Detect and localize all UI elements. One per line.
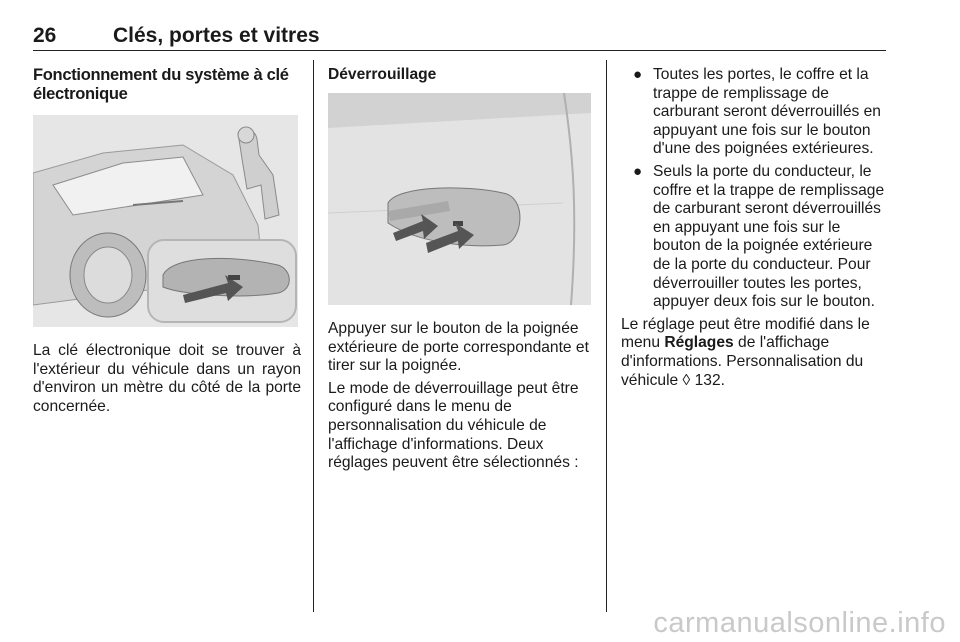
- unlocking-subtitle: Déverrouillage: [328, 66, 437, 83]
- middle-header: [328, 66, 593, 85]
- section-title: Fonctionnement du système à clé électronique: [33, 66, 289, 103]
- bullet-text: Seuls la porte du conducteur, le coffre et la trappe de remplissage de carburant seront déverrouillés en appuyant une fois sur le bouton de la poignée extérieure de la porte du conducteur. Pour déverrouiller toutes les portes, appuyer deux fois sur le bouton.: [653, 162, 885, 311]
- page-reference-link[interactable]: 132.: [694, 371, 725, 389]
- bullet-icon: ●: [633, 162, 643, 180]
- settings-menu-name: Réglages: [664, 334, 734, 352]
- list-item: [621, 66, 887, 159]
- left-body: [33, 342, 301, 416]
- settings-text-2: de l'affichage d'informations. Personnalisation du véhicule: [621, 334, 864, 389]
- list-item: [621, 163, 887, 312]
- left-paragraph: La clé électronique doit se trouver à l'extérieur du véhicule dans un rayon d'environ un mètre du côté de la porte concernée.: [33, 342, 301, 415]
- chapter-title: Clés, portes et vitres: [113, 24, 320, 47]
- unlock-options-list: [621, 66, 887, 312]
- bullet-icon: ●: [633, 66, 643, 83]
- header-rule: [33, 50, 886, 51]
- car-illustration: [33, 115, 298, 327]
- column-divider-2: [606, 60, 607, 612]
- right-column: [621, 66, 887, 390]
- left-column: [33, 66, 301, 104]
- page-reference-icon: ◊: [682, 371, 691, 389]
- settings-paragraph: [621, 316, 887, 390]
- column-divider-1: [313, 60, 314, 612]
- watermark: carmanualsonline.info: [653, 607, 946, 639]
- door-handle-illustration: [328, 93, 591, 305]
- middle-body: [328, 320, 593, 473]
- bullet-text: Toutes les portes, le coffre et la trappe de remplissage de carburant seront déverrouillés en appuyant une fois sur le bouton d'une des poignées extérieures.: [653, 66, 881, 158]
- middle-paragraph-1: Appuyer sur le bouton de la poignée extérieure de porte correspondante et tirer sur la poignée.: [328, 320, 589, 375]
- settings-text-1: Le réglage peut être modifié dans le menu: [621, 315, 870, 352]
- page-number: 26: [33, 24, 57, 47]
- middle-paragraph-2: Le mode de déverrouillage peut être configuré dans le menu de personnalisation du véhicule de l'affichage d'informations. Deux réglages peuvent être sélectionnés :: [328, 379, 579, 472]
